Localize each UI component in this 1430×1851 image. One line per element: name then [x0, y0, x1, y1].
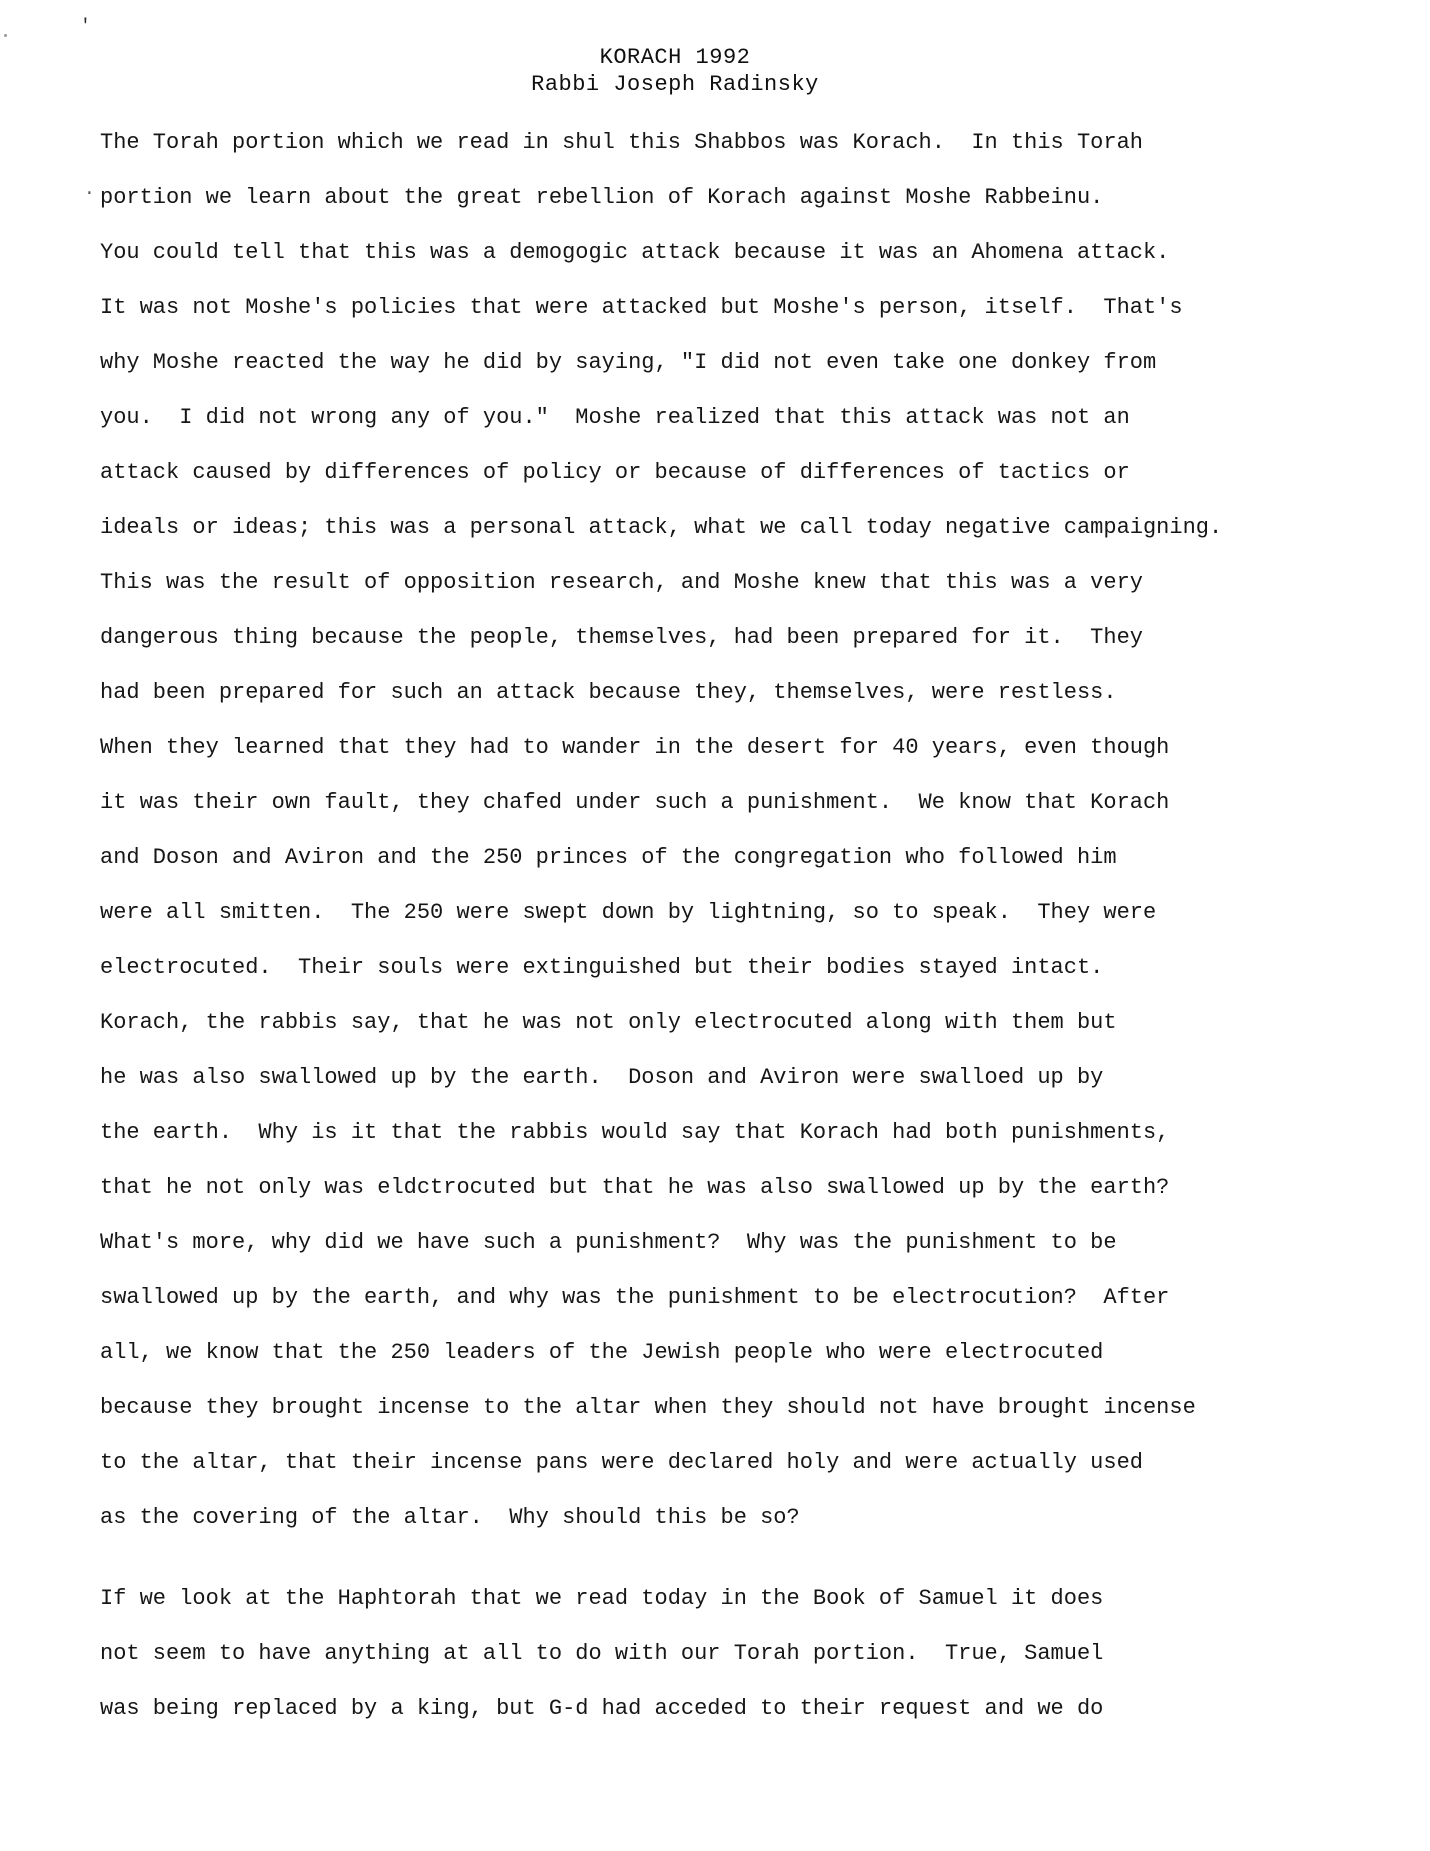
text-line: the earth. Why is it that the rabbis would say that Korach had both punishments, — [100, 1120, 1170, 1145]
text-line: You could tell that this was a demogogic attack because it was an Ahomena attack. — [100, 240, 1170, 265]
page-subtitle: Rabbi Joseph Radinsky — [531, 72, 819, 97]
text-line: why Moshe reacted the way he did by saying, "I did not even take one donkey from — [100, 350, 1157, 375]
text-line: electrocuted. Their souls were extinguished but their bodies stayed intact. — [100, 955, 1104, 980]
scan-speck — [4, 34, 7, 37]
text-line: swallowed up by the earth, and why was the punishment to be electrocution? After — [100, 1285, 1170, 1310]
text-line: because they brought incense to the altar when they should not have brought incense — [100, 1395, 1196, 1420]
text-line: not seem to have anything at all to do with our Torah portion. True, Samuel — [100, 1641, 1104, 1666]
scan-artifact-apostrophe: ' — [80, 17, 91, 37]
paragraph — [100, 115, 1420, 1545]
paragraph — [100, 1571, 1420, 1736]
document-body — [100, 115, 1420, 1736]
page-title: KORACH 1992 — [599, 45, 751, 70]
text-line: it was their own fault, they chafed under such a punishment. We know that Korach — [100, 790, 1170, 815]
text-line: he was also swallowed up by the earth. Doson and Aviron were swalloed up by — [100, 1065, 1104, 1090]
text-line: The Torah portion which we read in shul this Shabbos was Korach. In this Torah — [100, 130, 1143, 155]
text-line: What's more, why did we have such a punishment? Why was the punishment to be — [100, 1230, 1117, 1255]
document-header — [0, 44, 1350, 98]
text-line: all, we know that the 250 leaders of the Jewish people who were electrocuted — [100, 1340, 1104, 1365]
text-line: and Doson and Aviron and the 250 princes of the congregation who followed him — [100, 845, 1117, 870]
text-line: ideals or ideas; this was a personal attack, what we call today negative campaigning. — [100, 515, 1223, 540]
text-line: that he not only was eldctrocuted but that he was also swallowed up by the earth? — [100, 1175, 1170, 1200]
text-line: as the covering of the altar. Why should this be so? — [100, 1505, 800, 1530]
scan-artifact-margin-dot: · — [84, 184, 95, 204]
text-line: Korach, the rabbis say, that he was not only electrocuted along with them but — [100, 1010, 1117, 1035]
text-line: you. I did not wrong any of you." Moshe realized that this attack was not an — [100, 405, 1130, 430]
text-line: had been prepared for such an attack because they, themselves, were restless. — [100, 680, 1117, 705]
text-line: were all smitten. The 250 were swept down by lightning, so to speak. They were — [100, 900, 1157, 925]
text-line: This was the result of opposition research, and Moshe knew that this was a very — [100, 570, 1143, 595]
text-line: dangerous thing because the people, themselves, had been prepared for it. They — [100, 625, 1143, 650]
text-line: If we look at the Haphtorah that we read today in the Book of Samuel it does — [100, 1586, 1104, 1611]
text-line: attack caused by differences of policy or because of differences of tactics or — [100, 460, 1130, 485]
text-line: to the altar, that their incense pans were declared holy and were actually used — [100, 1450, 1143, 1475]
text-line: portion we learn about the great rebellion of Korach against Moshe Rabbeinu. — [100, 185, 1104, 210]
text-line: was being replaced by a king, but G-d had acceded to their request and we do — [100, 1696, 1104, 1721]
text-line: When they learned that they had to wander in the desert for 40 years, even though — [100, 735, 1170, 760]
text-line: It was not Moshe's policies that were attacked but Moshe's person, itself. That's — [100, 295, 1183, 320]
